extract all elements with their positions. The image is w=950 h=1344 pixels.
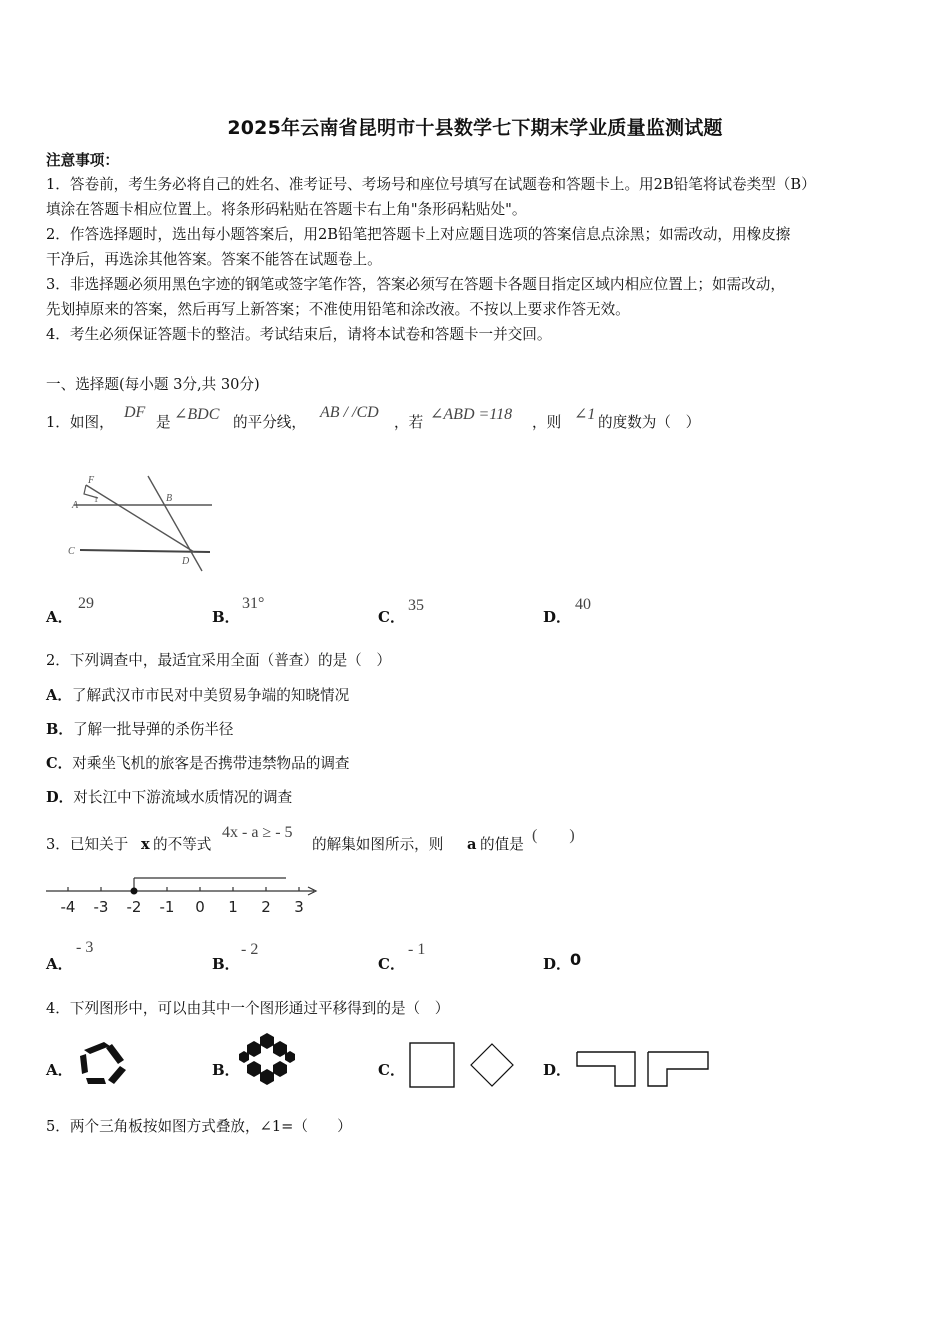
q2-option-b-text: 了解一批导弹的杀伤半径 [72,721,234,738]
q3-text: 的值是 [480,836,524,853]
q1-option-c-letter: C． [378,608,405,626]
notice-line: 填涂在答题卡相应位置上。将条形码粘贴在答题卡右上角"条形码粘贴处"。 [46,201,527,218]
q3-option-b-letter: B． [212,955,240,973]
q4-option-d-figure[interactable] [576,1050,712,1090]
q3-text: 3．已知关于 [46,836,129,853]
q1-text: ，则 [532,414,562,431]
q4-option-b-figure[interactable] [240,1032,294,1088]
number-line-tick-label: -2 [126,898,142,916]
q3-text: 的解集如图所示，则 [312,836,444,853]
q5-stem: 5．两个三角板按如图方式叠放，∠1=（ ） [46,1118,352,1135]
section-heading: 一、选择题(每小题 3分,共 30分) [46,376,260,393]
rotated-bars-icon [80,1042,126,1084]
q4-option-c-letter: C． [378,1061,405,1079]
q3-option-d-letter: D． [543,955,572,973]
q2-option-b-letter: B． [46,721,73,738]
q3-option-a-value[interactable]: - 3 [76,939,94,956]
label-c: C [68,546,75,557]
q3-answer-paren: ( ) [532,827,575,844]
q2-option-a[interactable] [46,685,349,707]
q2-option-d-letter: D． [46,789,74,806]
q1-angle-bdc: ∠BDC [174,406,220,423]
notice-line: 1．答卷前，考生务必将自己的姓名、准考证号、考场号和座位号填写在试题卷和答题卡上。用2B铅笔将试卷类型（B） [46,176,816,193]
number-line-tick-label: 0 [195,898,205,916]
number-line-tick-label: 1 [228,898,238,916]
q2-option-a-text: 了解武汉市市民对中美贸易争端的知晓情况 [71,687,350,704]
q1-text: 的度数为（ ） [598,414,701,431]
q2-option-b[interactable] [46,719,233,741]
q4-option-a-letter: A． [46,1061,73,1079]
q1-option-b-value[interactable]: 31° [242,595,265,612]
number-line-tick-label: 2 [261,898,271,916]
notice-line: 干净后，再选涂其他答案。答案不能答在试题卷上。 [46,251,382,268]
label-d: D [182,556,190,567]
q1-option-d-letter: D． [543,608,572,626]
q3-option-c-value[interactable]: - 1 [408,941,426,958]
q1-parallel: AB / /CD [320,404,379,421]
q4-option-a-figure[interactable] [78,1040,130,1088]
q1-option-c-value[interactable]: 35 [408,597,424,614]
q3-option-b-value[interactable]: - 2 [241,941,259,958]
number-line-tick-label: -1 [159,898,175,916]
q1-text: 的平分线， [233,414,306,431]
label-1: 1 [94,495,98,504]
q2-option-d[interactable] [46,787,292,809]
q2-option-c[interactable] [46,753,350,775]
q4-option-d-letter: D． [543,1061,572,1079]
q1-angle-abd: ∠ABD =118 [430,406,513,423]
q1-option-d-value[interactable]: 40 [575,596,591,613]
q1-text: 是 [156,414,171,431]
hexagon-cluster-icon [239,1033,295,1085]
line-fd [86,485,194,552]
q3-inequality: 4x - a ≥ - 5 [222,824,293,841]
q3-number-line [44,872,324,916]
q1-figure [60,468,220,578]
q4-stem: 4．下列图形中，可以由其中一个图形通过平移得到的是（ ） [46,1000,450,1017]
q1-option-a-value[interactable]: 29 [78,595,94,612]
notice-line: 2．作答选择题时，选出每小题答案后，用2B铅笔把答题卡上对应题目选项的答案信息点涂黑；如需改动，用橡皮擦 [46,226,791,243]
q1-option-b-letter: B． [212,608,240,626]
number-line-tick-label: -4 [60,898,76,916]
q1-option-a-letter: A． [46,608,73,626]
q3-option-d-value[interactable]: 0 [570,950,582,969]
notice-heading: 注意事项： [46,152,119,169]
number-line-tick-label: 3 [294,898,304,916]
q3-text: 的不等式 [153,836,212,853]
line-bd [148,476,202,571]
notice-line: 先划掉原来的答案，然后再写上新答案；不准使用铅笔和涂改液。不按以上要求作答无效。 [46,301,630,318]
label-a: A [72,500,79,511]
q2-stem: 2．下列调查中，最适宜采用全面（普查）的是（ ） [46,652,391,669]
l-shape-left-icon [577,1052,635,1086]
q1-text: ，若 [394,414,424,431]
solution-point [131,888,138,895]
q4-option-c-figure[interactable] [408,1040,518,1090]
label-b: B [166,493,173,504]
label-f: F [88,475,95,486]
q3-x: x [141,836,150,853]
number-line-tick-label: -3 [93,898,109,916]
q2-option-d-text: 对长江中下游流域水质情况的调查 [73,789,293,806]
diamond-icon [471,1044,513,1086]
q2-option-a-letter: A． [46,687,72,704]
q2-option-c-text: 对乘坐飞机的旅客是否携带违禁物品的调查 [72,755,350,772]
square-icon [410,1043,454,1087]
page-title: 2025年云南省昆明市十县数学七下期末学业质量监测试题 [227,117,723,139]
q4-option-b-letter: B． [212,1061,240,1079]
q1-number: 1．如图， [46,414,114,431]
notice-line: 4．考生必须保证答题卡的整洁。考试结束后，请将本试卷和答题卡一并交回。 [46,326,552,343]
q1-df: DF [124,404,146,421]
q3-option-a-letter: A． [46,955,73,973]
notice-line: 3．非选择题必须用黑色字迹的钢笔或签字笔作答，答案必须写在答题卡各题目指定区域内相应位置上；如需改动， [46,276,785,293]
l-shape-right-icon [648,1052,708,1086]
q1-angle-1: ∠1 [574,406,596,423]
q3-option-c-letter: C． [378,955,405,973]
q3-a: a [467,836,477,853]
q2-option-c-letter: C． [46,755,73,772]
